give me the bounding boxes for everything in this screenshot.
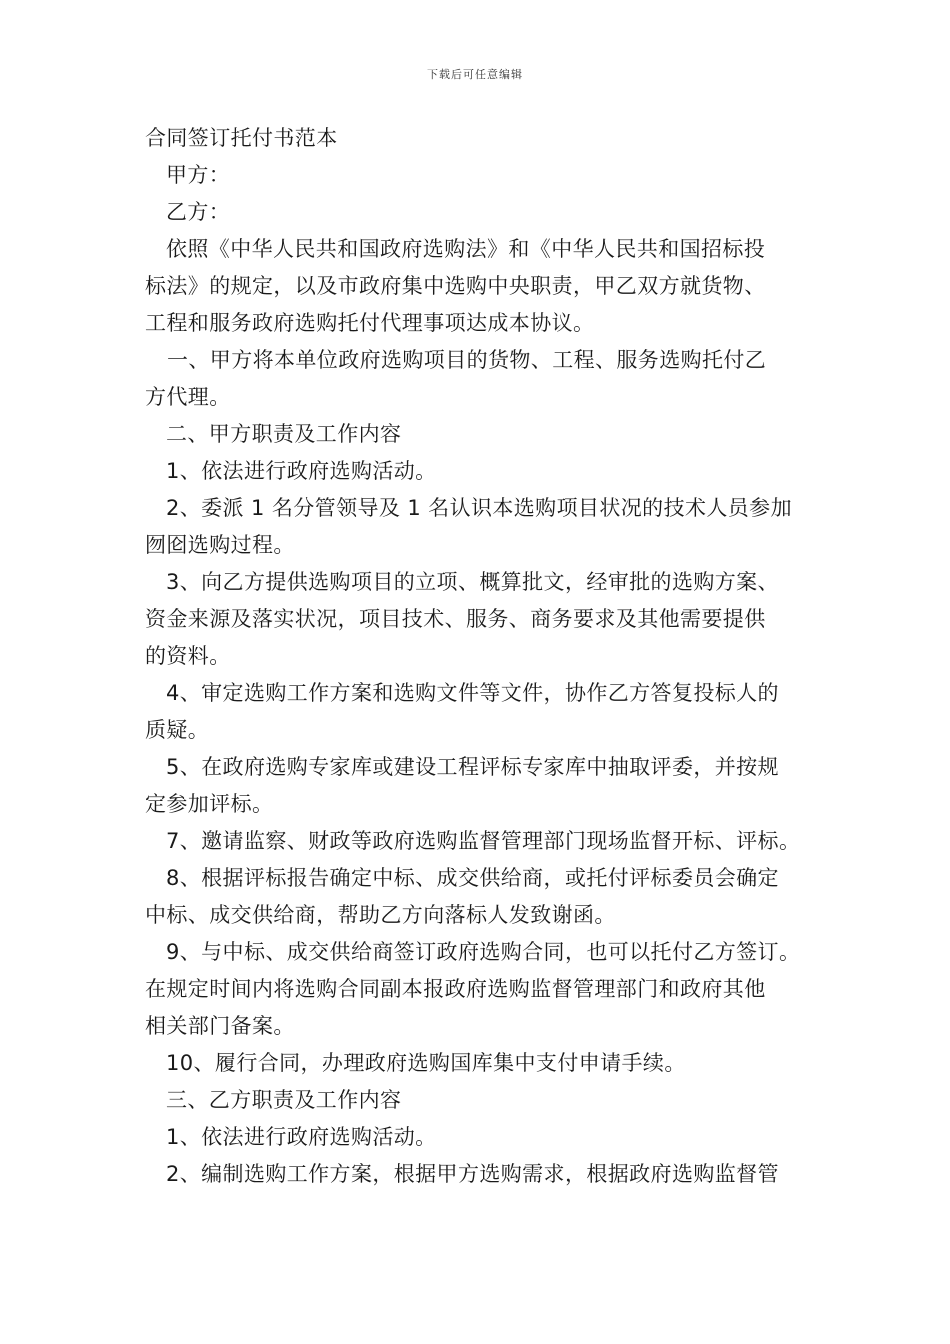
paragraph-line: 9、与中标、成交供给商签订政府选购合同，也可以托付乙方签订。 [166, 940, 801, 964]
paragraph-line: 质疑。 [145, 718, 210, 742]
page-header: 下载后可任意编辑 [427, 68, 523, 81]
paragraph-line: 一、甲方将本单位政府选购项目的货物、工程、服务选购托付乙 [167, 348, 767, 372]
paragraph-line: 10、履行合同，办理政府选购国库集中支付申请手续。 [166, 1051, 686, 1075]
paragraph-line: 5、在政府选购专家库或建设工程评标专家库中抽取评委，并按规 [166, 755, 779, 779]
paragraph-line: 乙方： [166, 200, 231, 224]
paragraph-line: 3、向乙方提供选购项目的立项、概算批文，经审批的选购方案、 [166, 570, 779, 594]
document-body [145, 120, 815, 1193]
paragraph-line: 2、编制选购工作方案，根据甲方选购需求，根据政府选购监督管 [166, 1162, 779, 1186]
paragraph-line: 依照《中华人民共和国政府选购法》和《中华人民共和国招标投 [166, 237, 766, 261]
paragraph-line: 标法》的规定，以及市政府集中选购中央职责，甲乙双方就货物、 [145, 274, 766, 298]
paragraph-line: 资金来源及落实状况，项目技术、服务、商务要求及其他需要提供 [145, 607, 766, 631]
paragraph-line: 定参加评标。 [145, 792, 274, 816]
paragraph-line: 二、甲方职责及工作内容 [166, 422, 402, 446]
paragraph-line: 甲方： [166, 163, 231, 187]
paragraph-line: 4、审定选购工作方案和选购文件等文件，协作乙方答复投标人的 [166, 681, 779, 705]
paragraph-line: 2、委派 1 名分管领导及 1 名认识本选购项目状况的技术人员参加 [166, 496, 792, 520]
document-title: 合同签订托付书范本 [145, 126, 338, 150]
paragraph-line: 三、乙方职责及工作内容 [166, 1088, 402, 1112]
paragraph-line: 相关部门备案。 [145, 1014, 295, 1038]
paragraph-line: 7、邀请监察、财政等政府选购监督管理部门现场监督开标、评标。 [166, 829, 801, 853]
paragraph-line: 中标、成交供给商，帮助乙方向落标人发致谢函。 [145, 903, 616, 927]
paragraph-line: 囫囵选购过程。 [145, 533, 295, 557]
paragraph-line: 1、依法进行政府选购活动。 [166, 1125, 437, 1149]
paragraph-line: 8、根据评标报告确定中标、成交供给商，或托付评标委员会确定 [166, 866, 779, 890]
paragraph-line: 的资料。 [145, 644, 231, 668]
paragraph-line: 1、依法进行政府选购活动。 [166, 459, 437, 483]
paragraph-line: 工程和服务政府选购托付代理事项达成本协议。 [145, 311, 595, 335]
paragraph-line: 方代理。 [145, 385, 231, 409]
paragraph-line: 在规定时间内将选购合同副本报政府选购监督管理部门和政府其他 [145, 977, 766, 1001]
